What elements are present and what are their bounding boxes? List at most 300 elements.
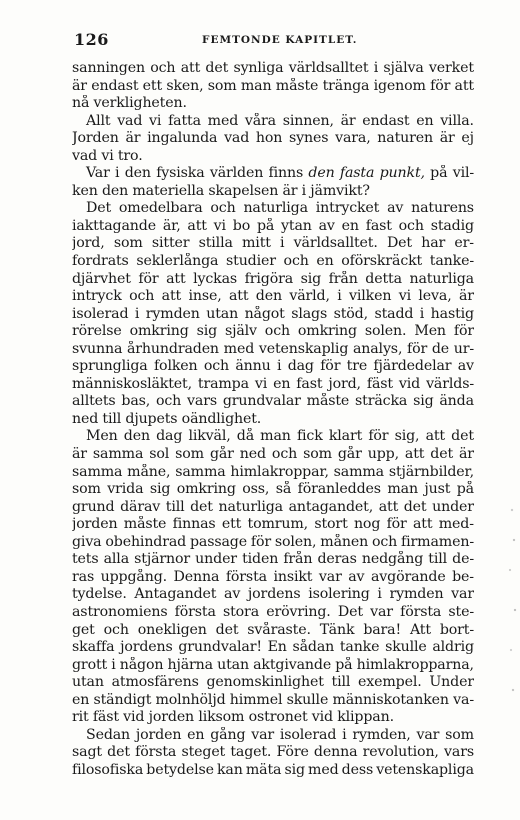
word: är: [72, 77, 87, 94]
word: måste: [306, 393, 350, 410]
word: jorden: [148, 709, 195, 726]
word: är: [125, 130, 141, 147]
word: det: [215, 621, 239, 638]
word: ytan: [281, 217, 312, 234]
word: djärvhet: [72, 270, 131, 287]
word: i: [373, 60, 379, 76]
word: våra: [244, 112, 276, 129]
word: för: [407, 340, 428, 357]
word: samma: [72, 463, 123, 480]
word: är: [72, 446, 87, 463]
text-line: [72, 674, 474, 692]
word: värld,: [289, 288, 330, 305]
word: tets: [72, 551, 99, 568]
word: första: [400, 603, 442, 620]
word: denna: [313, 744, 358, 761]
word: ur-: [453, 340, 474, 357]
word: fäst: [366, 375, 393, 392]
word: finnas: [172, 516, 216, 533]
word: ända: [439, 393, 474, 410]
word: Tänk: [319, 621, 355, 638]
word: iakttagande: [72, 217, 156, 234]
text-line: [72, 446, 474, 464]
word: i: [419, 305, 425, 322]
word: En: [267, 639, 287, 656]
word: passage: [190, 533, 247, 550]
word: stadd: [374, 305, 414, 322]
word: isolerad: [279, 726, 337, 743]
word: för: [320, 358, 341, 375]
word: sprungliga: [72, 358, 148, 375]
word: naturliga: [409, 270, 474, 287]
word: jord,: [328, 375, 361, 392]
word: med-: [438, 516, 474, 533]
word: alltets: [72, 393, 116, 410]
word: vi: [213, 217, 226, 234]
text-line: [72, 148, 474, 166]
word: till: [428, 551, 448, 568]
word: Det: [386, 235, 412, 252]
word: de: [431, 340, 450, 357]
word: slags: [291, 305, 328, 322]
word: intrycket: [315, 200, 380, 217]
word: intryck: [72, 288, 122, 305]
word: och: [129, 288, 155, 305]
word: skulle: [286, 691, 329, 708]
word: klart: [328, 428, 363, 445]
text-line: [72, 323, 474, 341]
word: ste-: [448, 603, 474, 620]
word: rit: [72, 709, 89, 726]
word: ett: [221, 516, 242, 533]
word: grund: [72, 498, 115, 515]
word: himlakropparna,: [356, 656, 474, 673]
word: inse,: [188, 288, 222, 305]
text-line: [72, 692, 474, 710]
word: hon: [255, 130, 283, 147]
word: vetenskapliga: [376, 761, 474, 778]
word: Denna: [173, 568, 220, 585]
word: på: [430, 165, 448, 182]
text-line: [72, 341, 474, 359]
italic-word: fasta: [339, 165, 375, 182]
word: att: [187, 217, 207, 234]
word: jorden: [135, 726, 182, 743]
word: isolerad: [72, 305, 129, 322]
word: fatta: [168, 112, 201, 129]
word: analys,: [352, 340, 403, 357]
word: något: [244, 305, 285, 322]
word: finns: [268, 165, 304, 182]
word: synliga: [233, 60, 284, 76]
word: Att: [409, 621, 431, 638]
word: ras: [72, 568, 95, 585]
word: djupets: [125, 410, 178, 427]
word: sig,: [394, 428, 420, 445]
word: därav: [120, 498, 161, 515]
word: alla: [103, 551, 130, 568]
word: detta: [365, 270, 402, 287]
text-line: [72, 639, 474, 657]
text-line: [72, 516, 474, 534]
word: Jorden: [72, 130, 119, 147]
text-line: [72, 218, 474, 236]
word: det: [107, 744, 130, 761]
word: vi: [254, 375, 268, 392]
text-line: [72, 393, 474, 411]
word: för: [430, 77, 451, 94]
word: nå: [72, 95, 90, 112]
word: första: [135, 744, 177, 761]
word: tomrum,: [247, 516, 309, 533]
word: tanke: [339, 639, 380, 656]
word: just: [424, 481, 451, 498]
word: att: [425, 428, 445, 445]
word: revolution,: [362, 744, 439, 761]
body-text: [72, 60, 474, 779]
word: en: [341, 217, 359, 234]
word: dess: [341, 761, 374, 778]
word: världen: [209, 165, 264, 182]
italic-word: punkt,: [379, 165, 425, 182]
word: man: [260, 428, 291, 445]
word: tro.: [117, 147, 143, 164]
word: bas,: [121, 393, 151, 410]
word: Före: [276, 744, 309, 761]
word: stöd,: [333, 305, 368, 322]
italic-word: den: [308, 165, 335, 182]
word: som: [175, 446, 204, 463]
word: grott: [72, 656, 108, 673]
word: med: [207, 112, 239, 129]
word: erövring.: [266, 603, 331, 620]
word: månen: [320, 533, 369, 550]
word: är,: [162, 217, 181, 234]
text-line: [72, 183, 474, 201]
word: samma: [333, 463, 384, 480]
word: tiden: [242, 551, 279, 568]
text-line: [72, 376, 474, 394]
word: från: [283, 551, 313, 568]
word: var: [318, 568, 342, 585]
word: och: [103, 621, 129, 638]
word: materiella: [132, 182, 205, 199]
word: svåraste.: [247, 621, 311, 638]
word: första: [174, 603, 216, 620]
word: svunna: [72, 340, 123, 357]
text-line: [72, 657, 474, 675]
word: en: [72, 691, 90, 708]
word: så: [275, 481, 292, 498]
word: genomskinlighet: [206, 674, 324, 691]
word: till: [165, 498, 185, 515]
word: jordens: [247, 586, 301, 603]
word: människotanken: [332, 691, 449, 708]
word: hjärna: [167, 656, 213, 673]
word: solen,: [274, 533, 317, 550]
word: under: [195, 551, 237, 568]
word: i: [342, 726, 347, 743]
word: Var: [86, 165, 110, 182]
word: tränga: [322, 77, 370, 94]
word: skaffa: [72, 639, 115, 656]
word: obehindrad: [105, 533, 187, 550]
word: frigöra: [244, 270, 294, 287]
word: kan: [216, 761, 243, 778]
word: själv: [224, 323, 257, 340]
word: att: [413, 516, 433, 533]
word: att: [228, 288, 249, 305]
word: filosofiska: [72, 761, 144, 778]
word: mäta: [245, 761, 282, 778]
word: folken: [153, 358, 198, 375]
word: sagt: [72, 744, 102, 761]
word: sken,: [166, 77, 204, 94]
word: Men: [414, 323, 446, 340]
word: himlakroppar,: [230, 463, 329, 480]
word: måste: [123, 516, 167, 533]
word: måste: [275, 77, 319, 94]
text-line: [72, 569, 474, 587]
word: i: [134, 305, 140, 322]
word: omedelbara: [118, 200, 203, 217]
word: Antagandet: [134, 586, 217, 603]
word: den: [124, 165, 151, 182]
word: var: [416, 726, 440, 743]
word: en: [316, 253, 334, 270]
word: en: [187, 726, 205, 743]
word: då: [236, 428, 255, 445]
word: ej: [461, 130, 474, 147]
word: nog: [353, 516, 381, 533]
text-line: [72, 481, 474, 499]
word: det: [451, 428, 474, 445]
word: för: [138, 270, 159, 287]
word: som: [72, 481, 101, 498]
word: rörelse: [72, 323, 122, 340]
word: avgörande: [370, 568, 446, 585]
word: mitt: [242, 235, 271, 252]
word: bo: [232, 217, 251, 234]
text-line: [72, 95, 474, 113]
text-line: [72, 586, 474, 604]
word: gång: [210, 726, 246, 743]
word: naturens: [411, 200, 474, 217]
word: verket: [428, 60, 474, 76]
word: och: [150, 60, 176, 76]
word: himmel: [229, 691, 283, 708]
word: seklerlånga: [136, 253, 219, 270]
word: med: [223, 340, 255, 357]
word: ostronet: [248, 709, 308, 726]
word: stora: [222, 603, 259, 620]
word: och: [271, 446, 298, 463]
text-line: [72, 428, 474, 446]
text-line: [72, 113, 474, 131]
text-line: [72, 271, 474, 289]
word: jorden: [72, 516, 118, 533]
word: Men: [86, 428, 118, 445]
word: själva: [383, 60, 424, 76]
word: oändlighet.: [181, 410, 262, 427]
word: molnhöljd: [155, 691, 226, 708]
word: till: [331, 674, 351, 691]
text-line: [72, 534, 474, 552]
word: vara,: [335, 130, 371, 147]
word: vilken: [349, 288, 392, 305]
word: en: [416, 112, 434, 129]
word: vid: [123, 709, 145, 726]
text-line: [72, 499, 474, 517]
word: är: [282, 182, 298, 199]
word: till: [102, 410, 122, 427]
running-head: FEMTONDE KAPITLET.: [202, 34, 358, 46]
word: dag: [156, 428, 183, 445]
text-line: [72, 253, 474, 271]
word: av: [318, 217, 335, 234]
word: antagandet,: [288, 498, 374, 515]
word: leva,: [418, 288, 452, 305]
word: Allt: [86, 112, 111, 129]
word: av: [387, 200, 404, 217]
word: taget.: [230, 744, 272, 761]
word: skulle: [385, 639, 427, 656]
word: sådan: [292, 639, 335, 656]
word: ken: [72, 182, 98, 199]
word: de-: [452, 551, 474, 568]
word: någon: [119, 656, 164, 673]
word: vad: [224, 130, 250, 147]
word: firmamen-: [401, 533, 474, 550]
word: för: [453, 323, 474, 340]
word: stilla: [198, 235, 233, 252]
word: av: [348, 568, 365, 585]
word: jordens: [120, 639, 173, 656]
word: med: [308, 761, 339, 778]
word: sinnen,: [282, 112, 334, 129]
word: insikt: [273, 568, 313, 585]
word: utan: [206, 305, 239, 322]
text-line: [72, 200, 474, 218]
word: som: [207, 77, 237, 94]
text-line: [72, 306, 474, 324]
word: och: [203, 358, 230, 375]
word: vi: [101, 147, 114, 164]
word: studier: [226, 253, 276, 270]
word: fast: [365, 217, 392, 234]
word: och: [156, 393, 182, 410]
word: klippan.: [337, 709, 394, 726]
word: under: [432, 498, 474, 515]
word: man: [387, 481, 418, 498]
word: er-: [454, 235, 474, 252]
word: och: [264, 323, 290, 340]
text-line: [72, 709, 474, 727]
word: ingalunda: [147, 130, 218, 147]
word: giva: [72, 533, 102, 550]
word: är: [458, 288, 474, 305]
word: att: [180, 60, 201, 76]
word: vars: [444, 744, 474, 761]
word: ännu: [235, 358, 271, 375]
word: astronomiens: [72, 603, 168, 620]
word: omkring: [176, 481, 236, 498]
word: ett: [142, 77, 163, 94]
word: va-: [453, 691, 474, 708]
word: utan: [217, 656, 249, 673]
word: sträcka: [355, 393, 408, 410]
word: går: [209, 446, 234, 463]
text-line: [72, 551, 474, 569]
word: måne,: [127, 463, 171, 480]
word: det: [205, 60, 229, 76]
word: vars: [187, 393, 217, 410]
word: att: [166, 270, 186, 287]
word: sitter: [151, 235, 190, 252]
word: har: [421, 235, 446, 252]
word: rymden: [145, 305, 200, 322]
word: och: [398, 217, 424, 234]
word: ned: [239, 446, 266, 463]
word: aktgivande: [253, 656, 332, 673]
text-line: [72, 411, 474, 429]
word: vid: [311, 709, 333, 726]
word: oss,: [242, 481, 270, 498]
word: den: [101, 182, 129, 199]
word: uppgång.: [100, 568, 167, 585]
word: människosläktet,: [72, 375, 192, 392]
word: är: [439, 130, 455, 147]
word: i: [280, 235, 285, 252]
word: solen.: [364, 323, 407, 340]
word: var: [451, 586, 474, 603]
page-edge-specks: [504, 0, 520, 820]
word: endast: [362, 112, 410, 129]
word: man: [240, 77, 272, 94]
word: som: [445, 726, 474, 743]
word: i: [276, 358, 282, 375]
word: av: [224, 586, 241, 603]
text-line: [72, 358, 474, 376]
word: och: [210, 200, 236, 217]
word: i: [301, 182, 307, 199]
text-line: [72, 78, 474, 96]
word: den: [123, 428, 150, 445]
text-line: [72, 604, 474, 622]
word: vad: [117, 112, 143, 129]
word: går: [337, 446, 362, 463]
word: fjärdedelar: [373, 358, 452, 375]
word: sig: [149, 481, 171, 498]
word: igenom: [373, 77, 426, 94]
word: ned: [72, 410, 99, 427]
word: vetenskaplig: [258, 340, 349, 357]
word: stjärnor: [134, 551, 191, 568]
word: det: [190, 498, 213, 515]
text-line: [72, 288, 474, 306]
word: vrida: [107, 481, 144, 498]
word: naturliga: [218, 498, 283, 515]
word: var: [370, 603, 393, 620]
word: var: [251, 726, 275, 743]
word: för: [368, 428, 389, 445]
word: som: [113, 235, 143, 252]
word: att: [161, 288, 182, 305]
page-header: [74, 30, 474, 50]
word: världs-: [426, 375, 474, 392]
word: jämvikt?: [310, 182, 370, 199]
word: i: [337, 288, 342, 305]
